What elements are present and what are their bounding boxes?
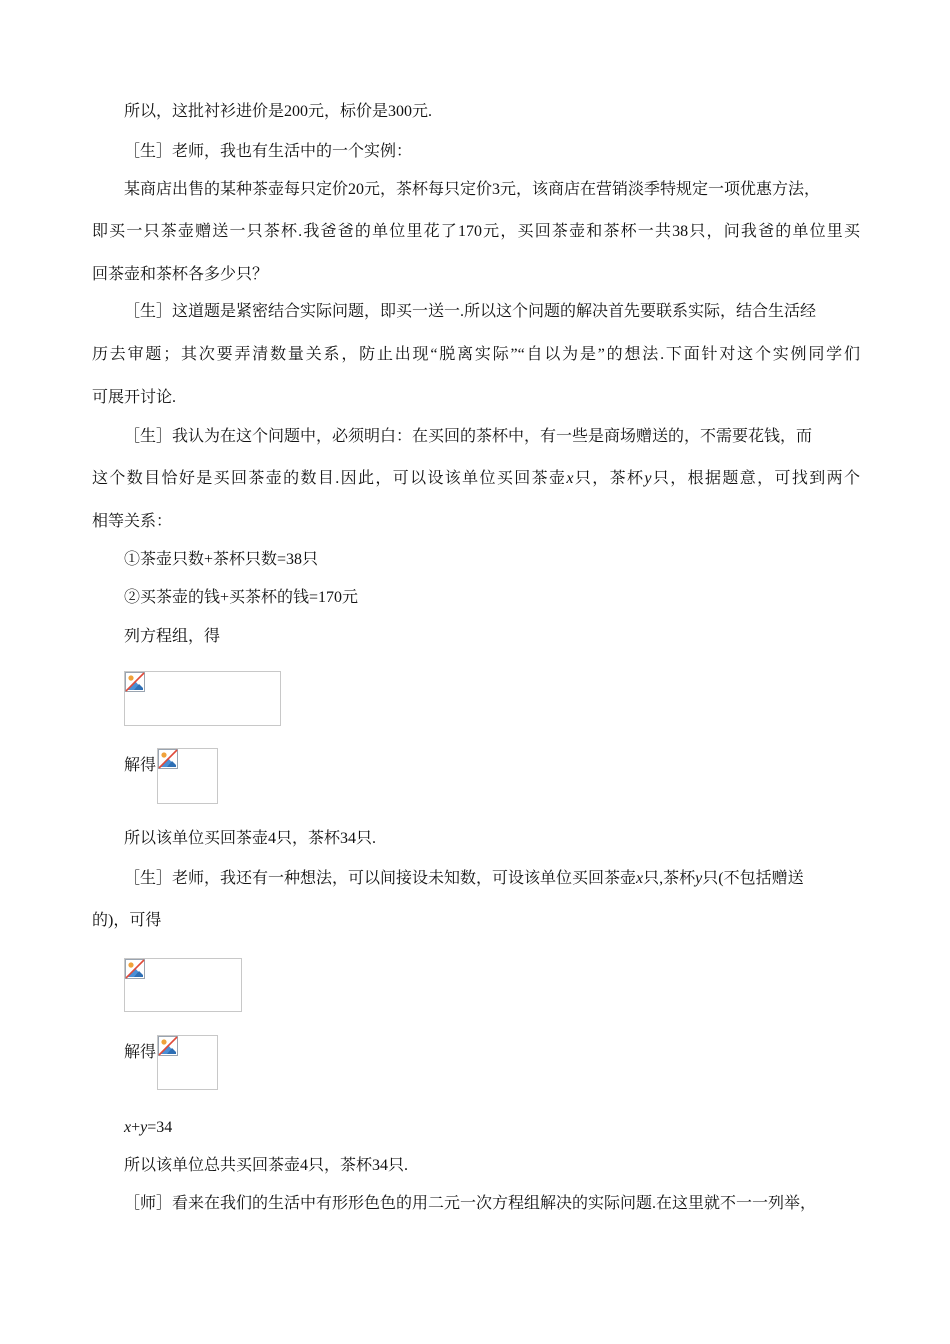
broken-image-icon (158, 1036, 178, 1056)
broken-image-icon (125, 959, 145, 979)
text-run: 这个数目恰好是买回茶壶的数目.因此，可以设该单位买回茶壶 (92, 470, 567, 487)
paragraph-line: 的)，可得 (92, 912, 162, 929)
solve-label: 解得 (124, 1044, 157, 1061)
solution-image (157, 1035, 218, 1090)
text-run: ［生］老师，我还有一种想法，可以间接设未知数，可设该单位买回茶壶 (124, 870, 637, 887)
relation-1: ①茶壶只数+茶杯只数=38只 (124, 551, 319, 568)
paragraph-line: ［生］我认为在这个问题中，必须明白：在买回的茶杯中，有一些是商场赠送的，不需要花钱，而 (124, 428, 813, 445)
paragraph-line: 历去审题；其次要弄清数量关系，防止出现“脱离实际”“自以为是”的想法.下面针对这个实例同学们 (92, 346, 860, 363)
variable-x: x (124, 1119, 132, 1136)
text-run: =34 (147, 1119, 173, 1136)
variable-y: y (695, 870, 703, 887)
text-run: + (131, 1119, 141, 1136)
text-run: 只，根据题意，可找到两个 (651, 470, 860, 487)
relation-2: ②买茶壶的钱+买茶杯的钱=170元 (124, 589, 359, 606)
paragraph-line (92, 469, 860, 489)
paragraph-line: ［师］看来在我们的生活中有形形色色的用二元一次方程组解决的实际问题.在这里就不一一列举， (124, 1195, 817, 1212)
equation-system-image (124, 958, 242, 1012)
variable-y: y (644, 470, 652, 487)
paragraph-line (124, 869, 804, 889)
paragraph-line: 可展开讨论. (92, 389, 177, 406)
paragraph-line: 即买一只茶壶赠送一只茶杯.我爸爸的单位里花了170元，买回茶壶和茶杯一共38只，问我爸的单位里买 (92, 223, 860, 240)
text-run: 只，茶杯 (573, 470, 645, 487)
paragraph-line: 某商店出售的某种茶壶每只定价20元，茶杯每只定价3元，该商店在营销淡季特规定一项优惠方法， (124, 181, 821, 198)
text-run: 只(不包括赠送 (702, 870, 804, 887)
paragraph-line: 所以，这批衬衫进价是200元，标价是300元. (124, 103, 433, 120)
text-run: 只,茶杯 (643, 870, 696, 887)
paragraph-line: 所以该单位买回茶壶4只，茶杯34只. (124, 830, 377, 847)
equation-system-image (124, 671, 281, 726)
paragraph-line: ［生］这道题是紧密结合实际问题，即买一送一.所以这个问题的解决首先要联系实际，结合生活经 (124, 303, 817, 320)
broken-image-icon (158, 749, 178, 769)
paragraph-line: 所以该单位总共买回茶壶4只，茶杯34只. (124, 1157, 409, 1174)
variable-x: x (566, 470, 574, 487)
solve-label: 解得 (124, 757, 157, 774)
solution-image (157, 748, 218, 804)
paragraph-line: 回茶壶和茶杯各多少只？ (92, 266, 269, 283)
broken-image-icon (125, 672, 145, 692)
paragraph-line: ［生］老师，我也有生活中的一个实例： (124, 143, 413, 160)
equation-line (124, 1118, 172, 1138)
variable-x: x (636, 870, 644, 887)
paragraph-line: 列方程组，得 (124, 628, 221, 645)
variable-y: y (140, 1119, 148, 1136)
paragraph-line: 相等关系： (92, 513, 173, 530)
